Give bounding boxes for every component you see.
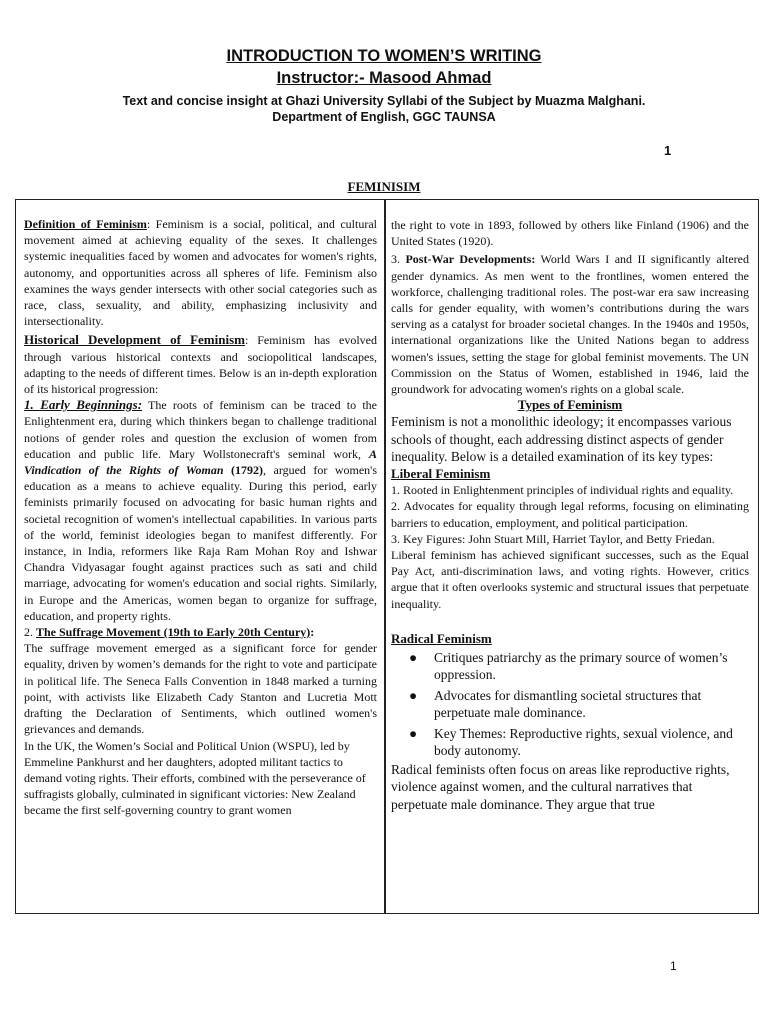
suffrage-heading: The Suffrage Movement (19th to Early 20th Century) <box>36 625 311 640</box>
postwar-heading: Post-War Developments: <box>405 252 536 267</box>
bullet-dot: ● <box>409 725 418 741</box>
liberal-summary: Liberal feminism has achieved significant successes, such as the Equal Pay Act, anti-discrimination laws, and voting rights. However, critics argue that it often overlooks systemic and structural issues that perpetuate inequality. <box>391 547 749 611</box>
definition-paragraph <box>24 216 377 329</box>
department-line: Department of English, GGC TAUNSA <box>272 110 496 124</box>
continuation-paragraph: the right to vote in 1893, followed by others like Finland (1906) and the United States (1920). <box>391 218 749 249</box>
insight-line: Text and concise insight at Ghazi University Syllabi of the Subject by Muazma Malghani. <box>122 94 646 108</box>
section-heading: FEMINISIM <box>347 179 421 194</box>
instructor-line: Instructor:- Masood Ahmad <box>276 69 492 87</box>
radical-summary: Radical feminists often focus on areas like reproductive rights, violence against women, and the cultural narratives that perpetuate male dominance. They argue that true <box>391 761 730 812</box>
list-item: ● Key Themes: Reproductive rights, sexual violence, and body autonomy. <box>409 725 733 759</box>
radical-bullet-list <box>391 649 749 760</box>
radical-heading: Radical Feminism <box>391 630 492 646</box>
suffrage-paragraph: The suffrage movement emerged as a significant force for gender equality, driven by women’s demands for the right to vote and participate in political life. The Seneca Falls Convention in 1848 marked a turning point, with activists like Elizabeth Cady Stanton and Lucretia Mott drafting the Declaration of Sentiments, which outlined women's grievances and demands. <box>24 641 377 737</box>
top-page-number: 1 <box>664 143 672 158</box>
history-paragraph <box>24 332 377 397</box>
right-column <box>391 217 749 813</box>
left-column <box>24 216 377 819</box>
column-divider <box>384 199 386 914</box>
list-item: ● Critiques patriarchy as the primary source of women’s oppression. <box>409 649 728 683</box>
early-work-title: A Vindication of the Rights of Woman <box>24 446 377 478</box>
postwar-number: 3. <box>391 252 406 267</box>
liberal-heading: Liberal Feminism <box>391 465 491 481</box>
uk-paragraph: In the UK, the Women’s Social and Political Union (WSPU), led by Emmeline Pankhurst and her daughters, adopted militant tactics to demand voting rights. Their efforts, combined with the perseverance of suffragists globally, culminated in significant victories: New Zealand became the first self-governing country to grant women <box>24 738 366 818</box>
bullet-dot: ● <box>409 649 418 665</box>
early-text-2: , argued for women's education as a means to achieve equality. During this period, early feminists primarily focused on advocating for basic human rights and societal recognition of women's intellectual capabilities. In various parts of the world, feminist ideologies began to manifest differently. For instance, in India, reformers like Raja Ram Mohan Roy and Ishwar Chandra Vidyasagar fought against practices such as sati and child marriage, advocating for women's education and social rights. Similarly, in Europe and the Americas, women began to organize for suffrage, education, and property rights. <box>24 463 377 623</box>
early-text-1: The roots of feminism can be traced to the Enlightenment era, during which thinkers began to challenge traditional notions of gender roles and question the exclusion of women from education and public life. Mary Wollstonecraft's seminal work, <box>24 398 377 461</box>
early-heading: 1. Early Beginnings: <box>24 397 143 413</box>
early-work-year: (1792) <box>223 463 264 478</box>
postwar-paragraph <box>391 251 749 397</box>
suffrage-colon: : <box>310 625 315 640</box>
liberal-point: 1. Rooted in Enlightenment principles of individual rights and equality. <box>391 483 734 498</box>
bullet-dot: ● <box>409 687 418 703</box>
types-intro: Feminism is not a monolithic ideology; it encompasses various schools of thought, each addressing distinct aspects of gender inequality. Below is a detailed examination of its key types: <box>391 414 732 465</box>
history-heading: Historical Development of Feminism <box>24 332 245 348</box>
liberal-point: 2. Advocates for equality through legal reforms, focusing on eliminating barriers to education, employment, and political participation. <box>391 499 749 530</box>
suffrage-heading-line <box>24 624 377 640</box>
types-heading: Types of Feminism <box>517 397 623 413</box>
list-item: ● Advocates for dismantling societal structures that perpetuate male dominance. <box>409 687 702 721</box>
document-title: INTRODUCTION TO WOMEN’S WRITING <box>226 47 542 65</box>
history-text: : Feminism has evolved through various historical contexts and sociopolitical landscapes, adapting to the needs of different times. Below is an in-depth exploration of its historical progression: <box>24 333 377 397</box>
postwar-text: World Wars I and II significantly altered gender dynamics. As men went to the frontlines, women entered the workforce, challenging traditional roles. The post-war era saw increasing calls for gender equality, with women’s contributions during the wars serving as a catalyst for broader societal changes. In the 1940s and 1950s, international organizations like the United Nations began to address women's issues, setting the stage for global feminist movements. The UN Commission on the Status of Women, established in 1946, laid the groundwork for advocating women's rights on a global scale. <box>391 252 749 397</box>
suffrage-number: 2. <box>24 625 36 640</box>
liberal-point: 3. Key Figures: John Stuart Mill, Harriet Taylor, and Betty Friedan. <box>391 531 715 546</box>
early-paragraph <box>24 397 377 624</box>
definition-heading: Definition of Feminism <box>24 217 147 231</box>
definition-text: : Feminism is a social, political, and cultural movement aimed at achieving equality of the sexes. It challenges systemic inequalities faced by women and advocates for women's rights, autonomy, and opportunities across all spheres of life. Feminism also examines the ways gender intersects with other social categories such as race, class, sexuality, and ability, emphasizing inclusivity and intersectionality. <box>24 217 377 329</box>
footer-page-number: 1 <box>670 959 677 973</box>
